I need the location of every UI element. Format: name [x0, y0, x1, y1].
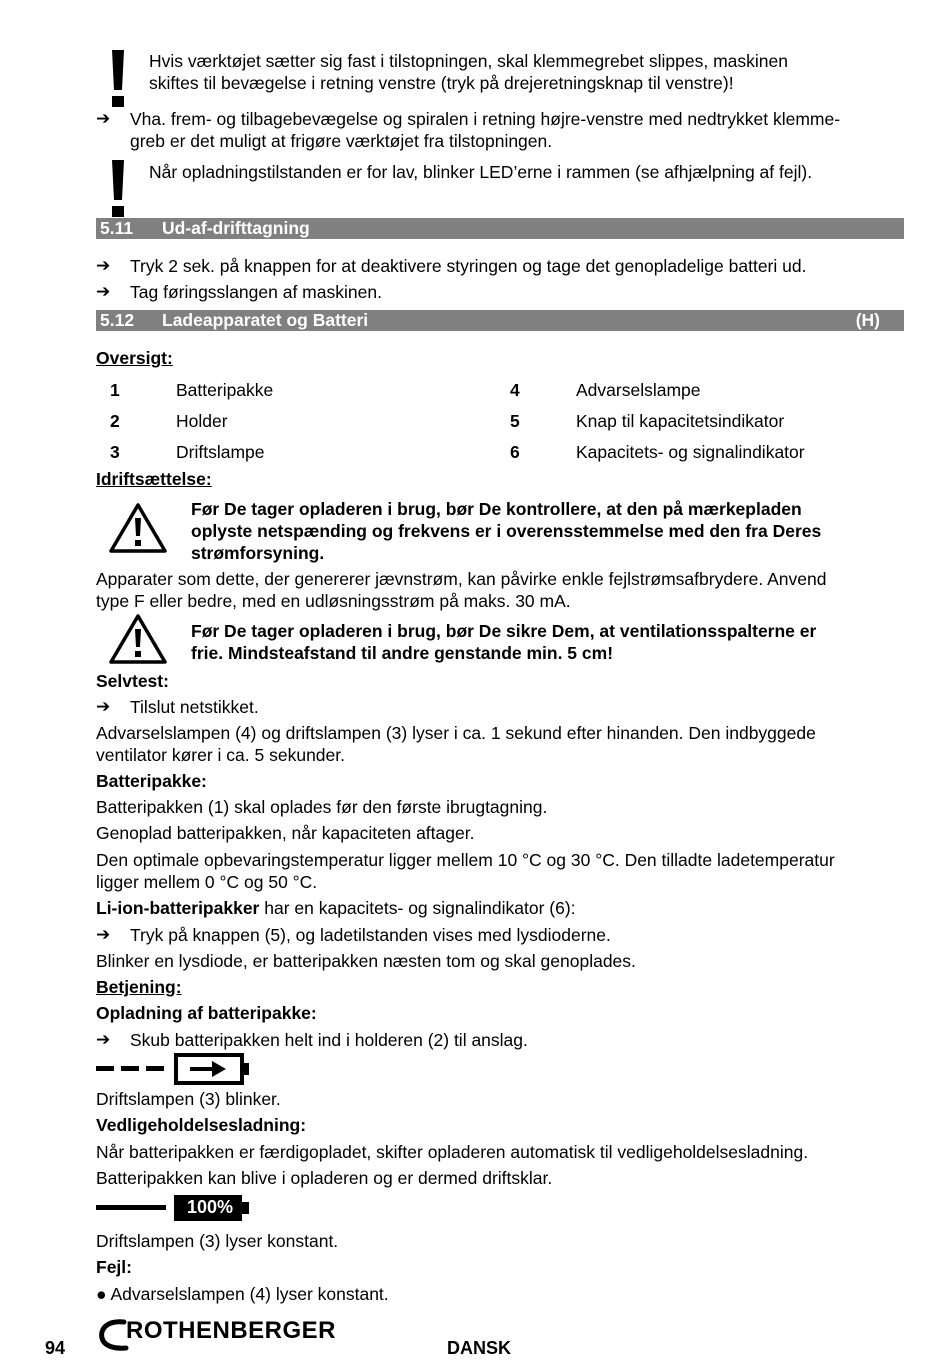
exclamation-icon: [108, 50, 128, 108]
warning-text: frie. Mindsteafstand til andre genstande min. 5 cm!: [191, 643, 614, 663]
bullet-icon: ●: [96, 1284, 107, 1304]
paragraph: Advarselslampen (4) og driftslampen (3) lyser i ca. 1 sekund efter hinanden. Den indbyggede: [96, 723, 816, 743]
section-number: 5.11: [100, 218, 134, 238]
arrow-icon: ➔: [96, 697, 111, 717]
arrow-icon: ➔: [96, 282, 111, 302]
fault-text: Advarselslampen (4) lyser konstant.: [110, 1284, 389, 1304]
paragraph: Blinker en lysdiode, er batteripakken næsten tom og skal genoplades.: [96, 951, 636, 971]
instruction-text: greb er det muligt at frigøre værktøjet fra tilstopningen.: [130, 131, 553, 151]
instruction-text: Tag føringsslangen af maskinen.: [130, 282, 382, 302]
warning-text: strømforsyning.: [191, 543, 325, 563]
legend-label: Kapacitets- og signalindikator: [576, 442, 805, 462]
warning-text: Før De tager opladeren i brug, bør De kontrollere, at den på mærkepladen: [191, 499, 802, 519]
section-number: 5.12: [100, 310, 135, 330]
arrow-icon: ➔: [96, 1030, 111, 1050]
warning-triangle-icon: [108, 502, 168, 554]
paragraph: Apparater som dette, der genererer jævnstrøm, kan påvirke enkle fejlstrømsafbrydere. Anvend: [96, 569, 827, 589]
legend-label: Knap til kapacitetsindikator: [576, 411, 785, 431]
section-title: Ladeapparatet og Batteri: [162, 310, 369, 330]
arrow-icon: ➔: [96, 256, 111, 276]
section-title: Ud-af-drifttagning: [162, 218, 310, 238]
legend-number: 5: [510, 411, 520, 431]
brand-logo: ROTHENBERGER: [126, 1317, 337, 1344]
paragraph: Batteripakken kan blive i opladeren og er dermed driftsklar.: [96, 1168, 553, 1188]
warning-text: Før De tager opladeren i brug, bør De sikre Dem, at ventilationsspalterne er: [191, 621, 817, 641]
paragraph: type F eller bedre, med en udløsningsstrøm på maks. 30 mA.: [96, 591, 571, 611]
liion-term: Li-ion-batteripakker: [96, 898, 260, 918]
instruction-text: Tryk på knappen (5), og ladetilstanden vises med lysdioderne.: [130, 925, 611, 945]
legend-number: 2: [110, 411, 120, 431]
start-heading: Idriftsættelse:: [96, 469, 212, 489]
instruction-text: Skub batteripakken helt ind i holderen (2) til anslag.: [130, 1030, 528, 1050]
language-label: DANSK: [447, 1338, 512, 1358]
warning-text: oplyste netspænding og frekvens er i overensstemmelse med den fra Deres: [191, 521, 822, 541]
paragraph: Driftslampen (3) blinker.: [96, 1089, 281, 1109]
selftest-heading: Selvtest:: [96, 671, 169, 691]
battery-full-label: 100%: [186, 1197, 234, 1217]
note-text: Hvis værktøjet sætter sig fast i tilstopningen, skal klemmegrebet slippes, maskinen: [149, 51, 788, 71]
paragraph: Driftslampen (3) lyser konstant.: [96, 1231, 339, 1251]
instruction-text: Tryk 2 sek. på knappen for at deaktivere styringen og tage det genopladelige batteri ud.: [130, 256, 807, 276]
paragraph: Genoplad batteripakken, når kapaciteten aftager.: [96, 823, 475, 843]
warning-triangle-icon: [108, 613, 168, 665]
arrow-icon: ➔: [96, 925, 111, 945]
legend-label: Driftslampe: [176, 442, 265, 462]
instruction-text: Tilslut netstikket.: [130, 697, 259, 717]
page-number: 94: [45, 1338, 66, 1358]
bullet-item: [96, 1283, 389, 1305]
paragraph: Den optimale opbevaringstemperatur ligger mellem 10 °C og 30 °C. Den tilladte ladetemperatur: [96, 850, 835, 870]
paragraph: ventilator kører i ca. 5 sekunder.: [96, 745, 345, 765]
paragraph: Batteripakken (1) skal oplades før den første ibrugtagning.: [96, 797, 548, 817]
instruction-text: Vha. frem- og tilbagebevægelse og spiralen i retning højre-venstre med nedtrykket klemme-: [130, 109, 841, 129]
legend-number: 1: [110, 380, 120, 400]
overview-heading: Oversigt:: [96, 348, 173, 368]
legend-number: 6: [510, 442, 520, 462]
subheading: Opladning af batteripakke:: [96, 1003, 317, 1023]
arrow-icon: ➔: [96, 109, 111, 129]
subheading: Vedligeholdelsesladning:: [96, 1115, 307, 1135]
legend-label: Advarselslampe: [576, 380, 701, 400]
liion-text: har en kapacitets- og signalindikator (6):: [259, 898, 576, 918]
exclamation-icon: [108, 160, 128, 218]
battery-charging-icon: [96, 1052, 256, 1086]
section-header-5-11: [96, 218, 904, 239]
paragraph: [96, 897, 576, 919]
paragraph: Når batteripakken er færdigopladet, skifter opladeren automatisk til vedligeholdelsesladning.: [96, 1142, 809, 1162]
paragraph: ligger mellem 0 °C og 50 °C.: [96, 872, 318, 892]
battery-heading: Batteripakke:: [96, 771, 207, 791]
subheading: Fejl:: [96, 1257, 132, 1277]
legend-number: 4: [510, 380, 520, 400]
section-tag: (H): [855, 310, 880, 330]
note-text: skiftes til bevægelse i retning venstre (tryk på drejeretningsknap til venstre)!: [149, 73, 734, 93]
section-header-5-12: [96, 310, 904, 331]
note-text: Når opladningstilstanden er for lav, blinker LED’erne i rammen (se afhjælpning af fejl).: [149, 162, 813, 182]
legend-number: 3: [110, 442, 120, 462]
operation-heading: Betjening:: [96, 977, 182, 997]
legend-label: Holder: [176, 411, 228, 431]
legend-label: Batteripakke: [176, 380, 274, 400]
